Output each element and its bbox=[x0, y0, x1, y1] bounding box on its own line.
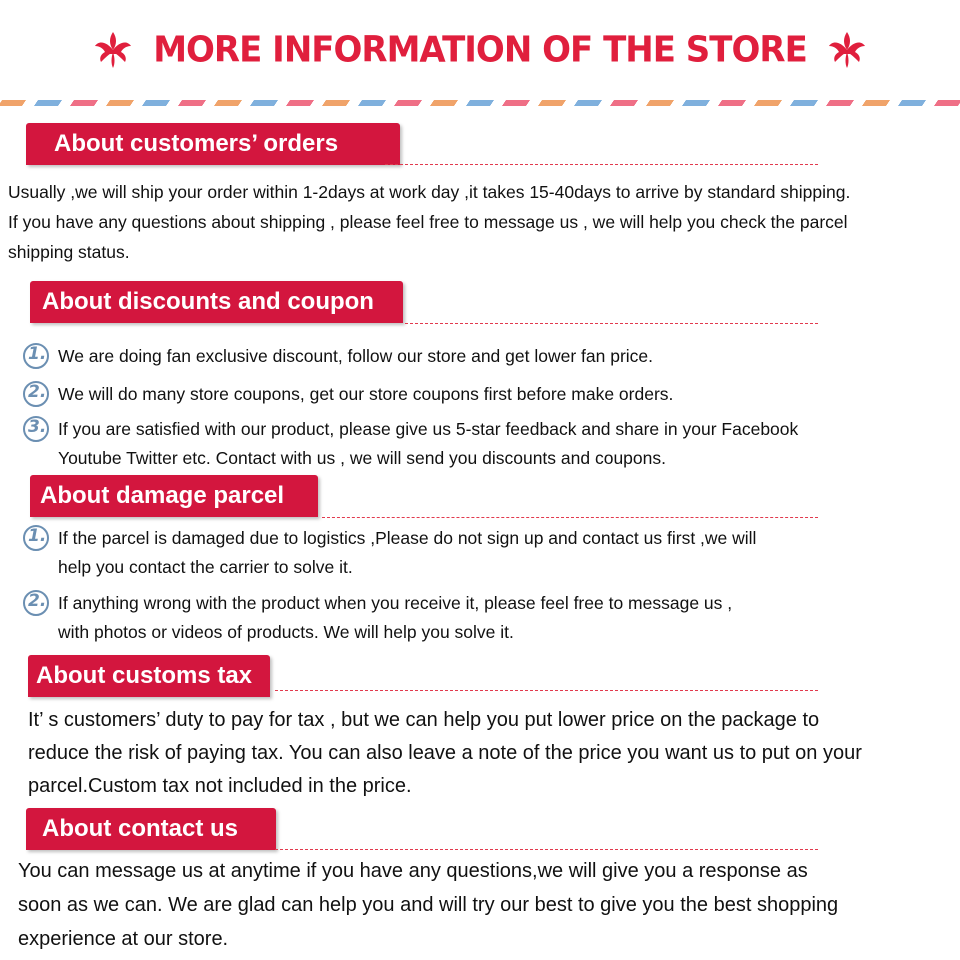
damage-item-text: with photos or videos of products. We will help you solve it. bbox=[58, 622, 514, 642]
fleur-de-lis-icon bbox=[91, 28, 135, 72]
orders-line: If you have any questions about shipping , please feel free to message us , we will help you check the parcel bbox=[8, 212, 848, 232]
number-badge-icon: 2. bbox=[22, 589, 50, 617]
decorative-stripe-divider bbox=[0, 100, 960, 106]
number-badge-icon: 3. bbox=[22, 415, 50, 443]
section-tab-damage: About damage parcel bbox=[30, 475, 318, 517]
discount-item-text: We are doing fan exclusive discount, follow our store and get lower fan price. bbox=[58, 346, 653, 366]
damage-item-text: If anything wrong with the product when you receive it, please feel free to message us , bbox=[58, 593, 733, 613]
tax-line: parcel.Custom tax not included in the price. bbox=[28, 775, 412, 797]
discount-item-text: Youtube Twitter etc. Contact with us , we will send you discounts and coupons. bbox=[58, 448, 666, 468]
tax-paragraph bbox=[28, 704, 862, 803]
number-badge-icon: 1. bbox=[22, 342, 50, 370]
store-info-banner bbox=[0, 22, 960, 78]
section-tab-contact: About contact us bbox=[26, 808, 276, 850]
orders-paragraph bbox=[8, 177, 850, 267]
contact-line: soon as we can. We are glad can help you and will try our best to give you the best shopping bbox=[18, 894, 839, 916]
dashed-divider bbox=[275, 690, 818, 691]
section-tab-tax: About customs tax bbox=[28, 655, 270, 697]
contact-line: experience at our store. bbox=[18, 928, 229, 950]
damage-item bbox=[22, 589, 732, 647]
discount-item-text: We will do many store coupons, get our store coupons first before make orders. bbox=[58, 384, 674, 404]
discount-item-text: If you are satisfied with our product, please give us 5-star feedback and share in your Facebook bbox=[58, 419, 799, 439]
discount-item bbox=[22, 342, 653, 371]
section-tab-discounts: About discounts and coupon bbox=[30, 281, 403, 323]
discount-item bbox=[22, 380, 673, 409]
tax-line: reduce the risk of paying tax. You can also leave a note of the price you want us to put on your bbox=[28, 742, 862, 764]
damage-item bbox=[22, 524, 756, 582]
contact-paragraph bbox=[18, 854, 838, 956]
discount-item bbox=[22, 415, 798, 473]
section-tab-orders: About customers’ orders bbox=[26, 123, 400, 165]
damage-item-text: If the parcel is damaged due to logistics ,Please do not sign up and contact us first ,we will bbox=[58, 528, 757, 548]
dashed-divider bbox=[405, 323, 818, 324]
number-badge-icon: 1. bbox=[22, 524, 50, 552]
dashed-divider bbox=[385, 164, 818, 165]
damage-item-text: help you contact the carrier to solve it. bbox=[58, 557, 353, 577]
orders-line: shipping status. bbox=[8, 242, 130, 262]
number-badge-icon: 2. bbox=[22, 380, 50, 408]
orders-line: Usually ,we will ship your order within 1-2days at work day ,it takes 15-40days to arrive by standard shipping. bbox=[8, 182, 851, 202]
dashed-divider bbox=[322, 517, 818, 518]
tax-line: It’ s customers’ duty to pay for tax , but we can help you put lower price on the package to bbox=[28, 709, 820, 731]
contact-line: You can message us at anytime if you have any questions,we will give you a response as bbox=[18, 860, 808, 882]
fleur-de-lis-icon bbox=[825, 28, 869, 72]
dashed-divider bbox=[275, 849, 818, 850]
banner-title: MORE INFORMATION OF THE STORE bbox=[153, 29, 807, 71]
